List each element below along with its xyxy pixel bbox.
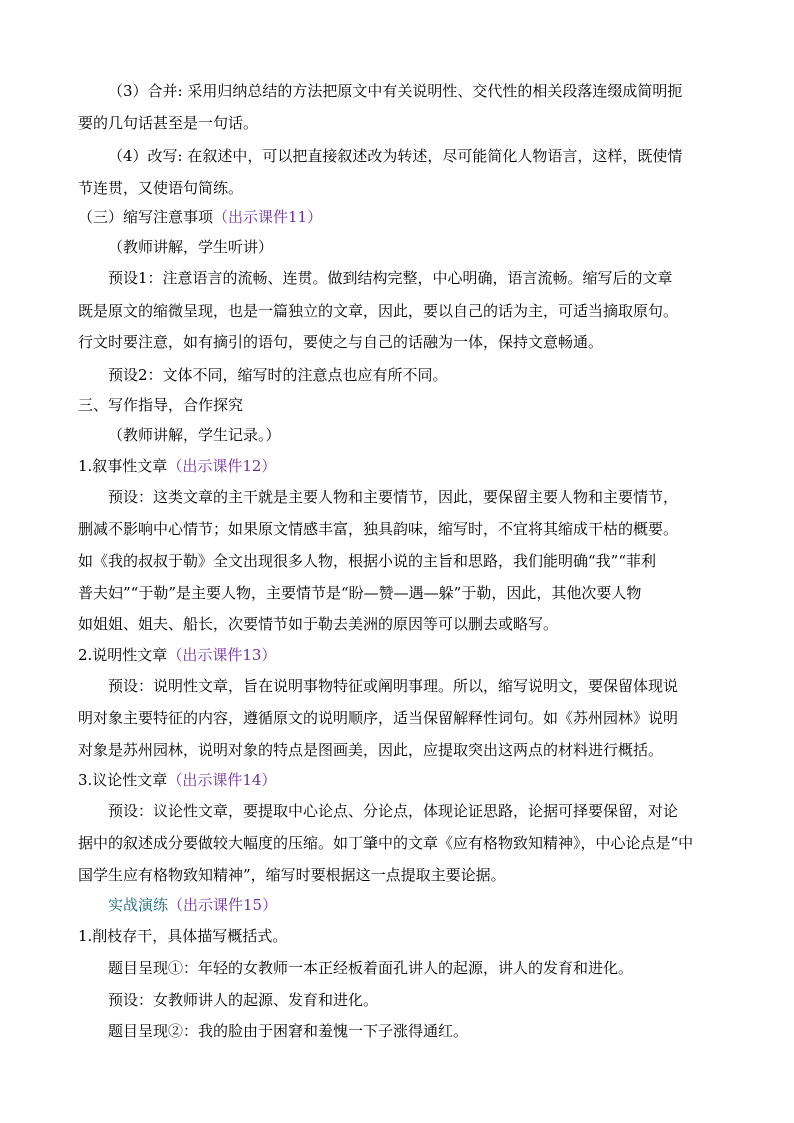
preset1-line2: 既是原文的缩微呈现，也是一篇独立的文章，因此，要以自己的话为主，可适当摘取原句。 xyxy=(78,302,679,320)
question1-preset: 预设：女教师讲人的起源、发育和进化。 xyxy=(108,991,379,1009)
question2: 题目呈现②：我的脸由于困窘和羞愧一下子涨得通红。 xyxy=(108,1022,469,1040)
section-3-note: （教师讲解，学生听讲） xyxy=(108,238,274,256)
argumentative-courseware: （出示课件14） xyxy=(167,771,277,789)
section-3-courseware: （出示课件11） xyxy=(213,208,323,226)
preset1-line3: 行文时要注意，如有摘引的语句，要使之与自己的话融为一体，保持文意畅通。 xyxy=(78,333,604,351)
narrative-heading xyxy=(78,455,276,477)
narrative-title: 1.叙事性文章 xyxy=(78,457,168,475)
para-merge-line1: （3）合并: 采用归纳总结的方法把原文中有关说明性、交代性的相关段落连缀成简明扼 xyxy=(108,82,683,100)
narrative-line4: 普夫妇”“于勒”是主要人物，主要情节是“盼—赞—遇—躲”于勒，因此，其他次要人物 xyxy=(78,584,642,602)
para-rewrite-line2: 节连贯，又使语句简练。 xyxy=(78,179,244,197)
argumentative-line2: 据中的叙述成分要做较大幅度的压缩。如丁肇中的文章《应有格物致知精神》，中心论点是“中 xyxy=(78,834,694,852)
practice-courseware: （出示课件15） xyxy=(168,896,278,914)
preset1-line1: 预设1：注意语言的流畅、连贯。做到结构完整，中心明确，语言流畅。缩写后的文章 xyxy=(108,269,673,287)
para-merge-line2: 要的几句话甚至是一句话。 xyxy=(78,114,259,132)
expository-line2: 明对象主要特征的内容，遵循原文的说明顺序，适当保留解释性词句。如《苏州园林》说明 xyxy=(78,709,679,727)
narrative-courseware: （出示课件12） xyxy=(167,457,277,475)
narrative-line5: 如姐姐、姐夫、船长，次要情节如于勒去美洲的原因等可以删去或略写。 xyxy=(78,615,559,633)
practice-title: 实战演练 xyxy=(108,896,169,914)
argumentative-title: 3.议论性文章 xyxy=(78,771,168,789)
expository-line1: 预设：说明性文章，旨在说明事物特征或阐明事理。所以，缩写说明文，要保留体现说 xyxy=(108,677,679,695)
narrative-line2: 删减不影响中心情节；如果原文情感丰富，独具韵味，缩写时，不宜将其缩成干枯的概要。 xyxy=(78,520,679,538)
argumentative-line1: 预设：议论性文章，要提取中心论点、分论点，体现论证思路，论据可择要保留，对论 xyxy=(108,802,679,820)
argumentative-heading xyxy=(78,769,276,791)
preset2: 预设2：文体不同，缩写时的注意点也应有所不同。 xyxy=(108,366,448,384)
part-3-note: （教师讲解，学生记录。） xyxy=(108,426,281,444)
narrative-line3: 如《我的叔叔于勒》全文出现很多人物，根据小说的主旨和思路，我们能明确“我”“菲利 xyxy=(78,552,657,570)
practice-heading xyxy=(108,894,277,916)
practice-item1-heading: 1.削枝存干，具体描写概括式。 xyxy=(78,927,288,945)
part-3-heading: 三、写作指导，合作探究 xyxy=(78,396,244,414)
narrative-line1: 预设：这类文章的主干就是主要人物和主要情节，因此，要保留主要人物和主要情节， xyxy=(108,488,679,506)
question1: 题目呈现①：年轻的女教师一本正经板着面孔讲人的起源，讲人的发育和进化。 xyxy=(108,959,634,977)
section-3-title: （三）缩写注意事项 xyxy=(78,208,214,226)
expository-line3: 对象是苏州园林，说明对象的特点是图画美，因此，应提取突出这两点的材料进行概括。 xyxy=(78,741,664,759)
section-3-heading xyxy=(78,206,322,228)
expository-heading xyxy=(78,644,276,666)
expository-courseware: （出示课件13） xyxy=(167,646,277,664)
expository-title: 2.说明性文章 xyxy=(78,646,168,664)
para-rewrite-line1: （4）改写: 在叙述中，可以把直接叙述改为转述，尽可能简化人物语言，这样，既使情 xyxy=(108,147,683,165)
argumentative-line3: 国学生应有格物致知精神”，缩写时要根据这一点提取主要论据。 xyxy=(78,866,506,884)
